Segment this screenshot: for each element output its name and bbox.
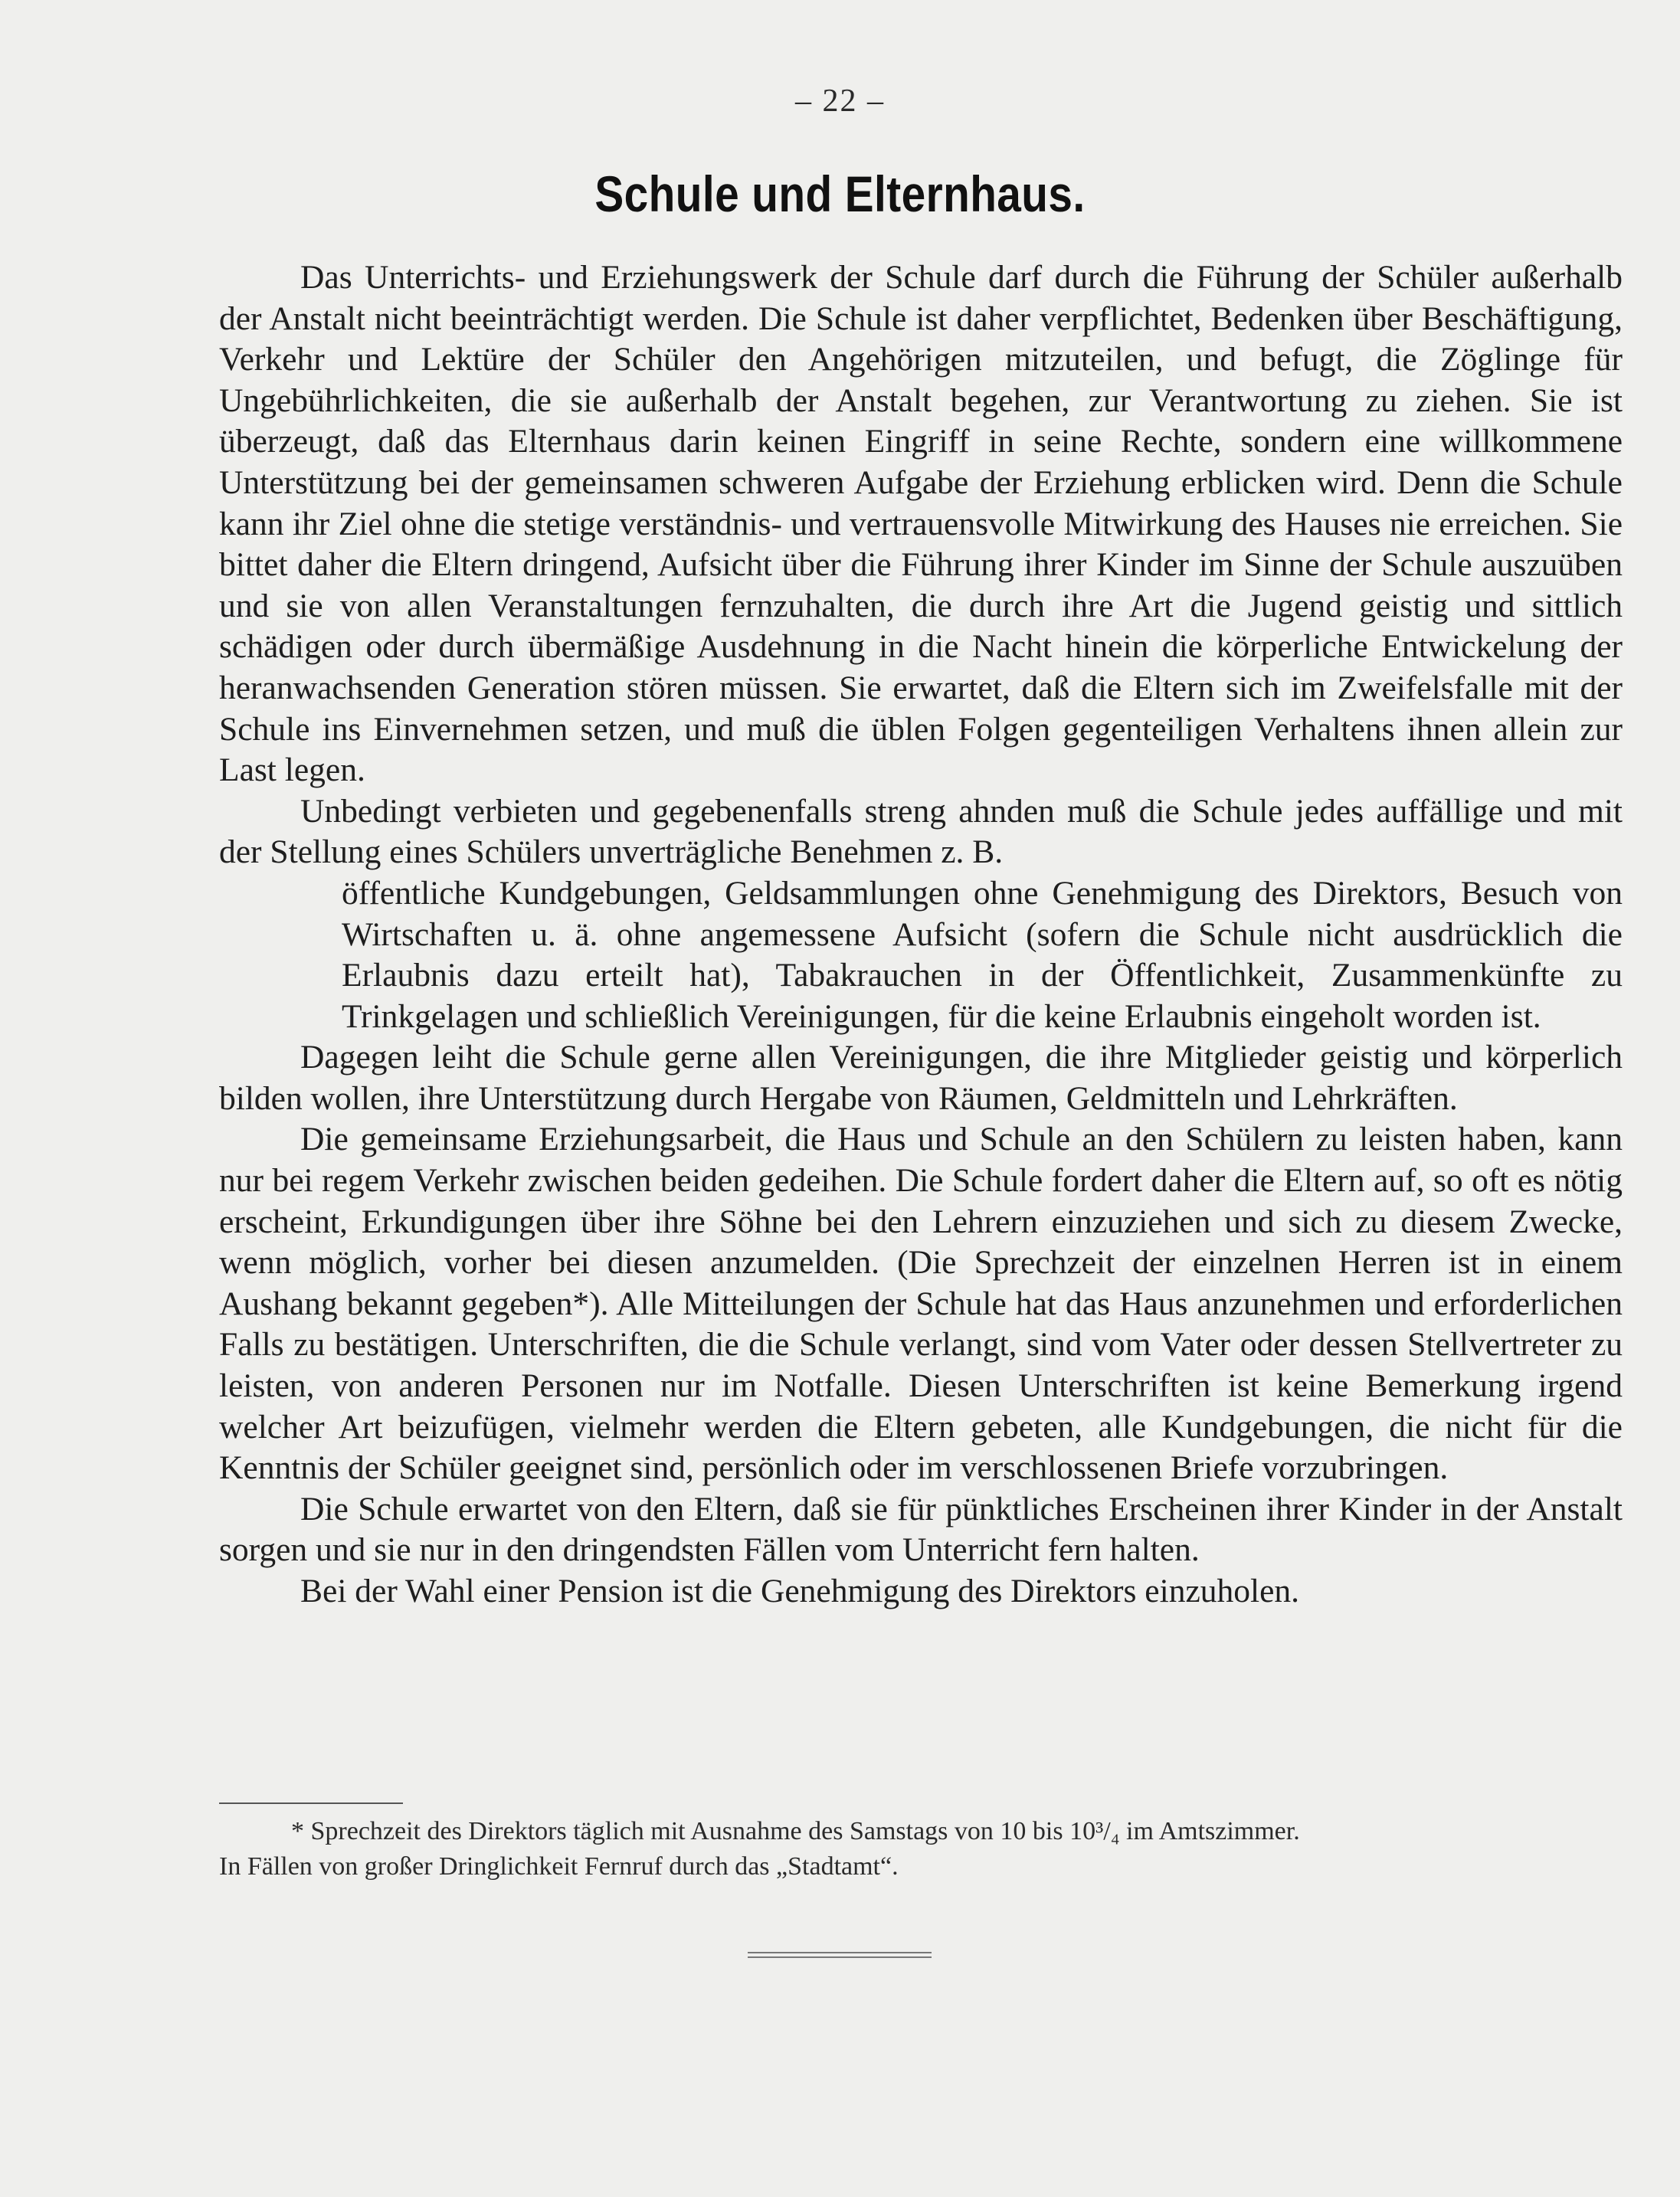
paragraph-3: Dagegen leiht die Schule gerne allen Vereinigungen, die ihre Mitglieder geistig und körperlich bilden wollen, ihre Unterstützung durch Hergabe von Räumen, Geldmitteln und Lehrkräften. (219, 1039, 1623, 1117)
paragraph-5: Die Schule erwartet von den Eltern, daß sie für pünktliches Erscheinen ihrer Kinder in der Anstalt sorgen und sie nur in den dringendsten Fällen vom Unterricht fern halten. (219, 1490, 1623, 1569)
footnote-line-2: In Fällen von großer Dringlichkeit Fernruf durch das „Stadtamt“. (219, 1852, 899, 1881)
paragraph-1: Das Unterrichts- und Erziehungswerk der Schule darf durch die Führung der Schüler außerhalb der Anstalt nicht beeinträchtigt werden. Die Schule ist daher verpflichtet, Bedenken über Beschäftigung, Verkehr und Lektüre der Schüler den Angehörigen mitzuteilen, und befugt, die Zöglinge für Ungebührlichkeiten, die sie außerhalb der Anstalt begehen, zur Verantwortung zu ziehen. Sie ist überzeugt, daß das Elternhaus darin keinen Eingriff in seine Rechte, sondern eine willkommene Unterstützung bei der gemeinsamen schweren Aufgabe der Erziehung erblicken wird. Denn die Schule kann ihr Ziel ohne die stetige verständnis- und vertrauensvolle Mitwirkung des Hauses nie erreichen. Sie bittet daher die Eltern dringend, Aufsicht über die Führung ihrer Kinder im Sinne der Schule auszuüben und sie von allen Veranstaltungen fernzuhalten, die durch ihre Art die Jugend geistig und sittlich schädigen oder durch übermäßige Ausdehnung in die Nacht hinein die körperliche Entwickelung der heranwachsenden Generation stören müssen. Sie erwartet, daß die Eltern sich im Zweifelsfalle mit der Schule ins Einvernehmen setzen, und muß die üblen Folgen gegenteiligen Verhaltens ihnen allein zur Last legen. (219, 259, 1623, 789)
examples-block: öffentliche Kundgebungen, Geldsammlungen ohne Genehmigung des Direktors, Besuch von Wirtschaften u. ä. ohne angemessene Aufsicht (sofern die Schule nicht ausdrücklich die Erlaubnis dazu erteilt hat), Tabakrauchen in der Öffentlichkeit, Zusammenkünfte zu Trinkgelagen und schließlich Vereinigungen, für die keine Erlaubnis eingeholt worden ist. (342, 874, 1623, 1035)
page-title: Schule und Elternhaus. (594, 165, 1086, 222)
page-number: – 22 – (795, 83, 885, 119)
footnote-separator (219, 1802, 403, 1804)
footnote (219, 1814, 1623, 1884)
paragraph-2: Unbedingt verbieten und gegebenenfalls streng ahnden muß die Schule jedes auffällige und mit der Stellung eines Schülers unverträgliche Benehmen z. B. (219, 792, 1623, 871)
body-text (219, 257, 1623, 1613)
end-ornament-rule (748, 1952, 932, 1958)
paragraph-4: Die gemeinsame Erziehungsarbeit, die Haus und Schule an den Schülern zu leisten haben, kann nur bei regem Verkehr zwischen beiden gedeihen. Die Schule fordert daher die Eltern auf, so oft es nötig erscheint, Erkundigungen über ihre Söhne bei den Lehrern einzuziehen und sich zu diesem Zwecke, wenn möglich, vorher bei diesen anzumelden. (Die Sprechzeit der einzelnen Herren ist in einem Aushang bekannt gegeben*). Alle Mitteilungen der Schule hat das Haus anzunehmen und erforderlichen Falls zu bestätigen. Unterschriften, die die Schule verlangt, sind vom Vater oder dessen Stellvertreter zu leisten, von anderen Personen nur im Notfalle. Diesen Unterschriften ist keine Bemerkung irgend welcher Art beizufügen, vielmehr werden die Eltern gebeten, alle Kundgebungen, die nicht für die Kenntnis der Schüler geeignet sind, persönlich oder im verschlossenen Briefe vorzubringen. (219, 1121, 1623, 1487)
paragraph-6: Bei der Wahl einer Pension ist die Genehmigung des Direktors einzuholen. (300, 1573, 1300, 1609)
footnote-line-1: * Sprechzeit des Direktors täglich mit Ausnahme des Samstags von 10 bis 10³/₄ im Amtszimmer. (291, 1817, 1300, 1845)
